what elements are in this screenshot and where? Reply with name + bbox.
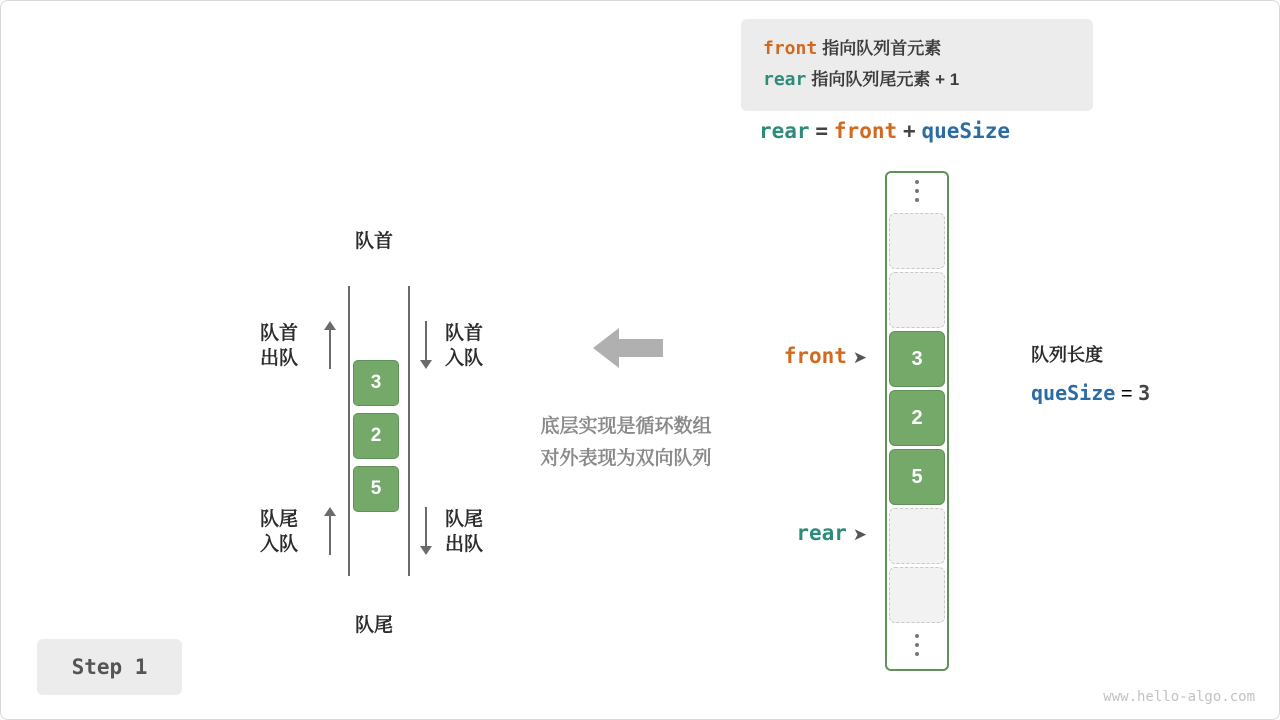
watermark: www.hello-algo.com (1103, 689, 1255, 705)
formula-rear: rear (759, 119, 810, 143)
quesize-var: queSize (1031, 381, 1116, 405)
left-tail-label: 队尾 (354, 615, 393, 636)
step-badge: Step 1 (37, 639, 182, 695)
head-enqueue-arrow (415, 321, 437, 369)
quesize-value: 3 (1138, 381, 1151, 405)
mapping-arrow-icon (593, 326, 663, 370)
array-slot-empty (889, 272, 945, 328)
rear-pointer-label (701, 521, 867, 546)
legend-line-rear (763, 64, 1093, 95)
formula-plus: + (902, 119, 916, 143)
queue-length-expr (1031, 381, 1150, 406)
tail-enqueue-arrow (319, 507, 341, 555)
center-note-line1: 底层实现是循环数组 (540, 416, 712, 437)
head-enqueue-label: 队首 入队 (445, 323, 484, 369)
deque-cell: 5 (353, 466, 399, 512)
tail-enqueue-label: 队尾 入队 (259, 509, 298, 555)
legend-box (741, 19, 1093, 111)
array-slot-filled: 5 (889, 449, 945, 505)
array-slot-filled: 2 (889, 390, 945, 446)
deque-cell: 3 (353, 360, 399, 406)
queue-length-note (1031, 341, 1150, 406)
tail-dequeue-label: 队尾 出队 (445, 509, 484, 555)
array-ellipsis-bottom (885, 633, 949, 657)
array-slot-empty (889, 508, 945, 564)
front-pointer-label (701, 344, 867, 369)
quesize-eq: = (1120, 383, 1133, 405)
queue-length-title: 队列长度 (1031, 345, 1103, 365)
array-ellipsis-top (885, 179, 949, 203)
legend-rear-desc: 指向队列尾元素 + 1 (811, 70, 960, 89)
formula-equals: = (815, 119, 829, 143)
legend-front-term: front (763, 38, 818, 59)
center-note-line2: 对外表现为双向队列 (540, 448, 712, 469)
formula-quesize: queSize (921, 119, 1010, 143)
front-pointer-caret: ➤ (852, 348, 867, 367)
rear-pointer-text: rear (796, 521, 847, 545)
legend-front-desc: 指向队列首元素 (822, 39, 942, 58)
array-slot-empty (889, 567, 945, 623)
left-head-label: 队首 (354, 231, 393, 252)
head-dequeue-label: 队首 出队 (259, 323, 298, 369)
center-note (501, 411, 751, 475)
legend-line-front (763, 33, 1093, 64)
right-rail-line (408, 286, 410, 576)
deque-cell: 2 (353, 413, 399, 459)
left-rail-line (348, 286, 350, 576)
array-slot-filled: 3 (889, 331, 945, 387)
head-dequeue-arrow (319, 321, 341, 369)
formula-front: front (833, 119, 898, 143)
tail-dequeue-arrow (415, 507, 437, 555)
rear-pointer-caret: ➤ (852, 525, 867, 544)
array-slot-empty (889, 213, 945, 269)
formula-rear-equals (759, 119, 1010, 144)
legend-rear-term: rear (763, 69, 807, 90)
front-pointer-text: front (783, 344, 847, 368)
